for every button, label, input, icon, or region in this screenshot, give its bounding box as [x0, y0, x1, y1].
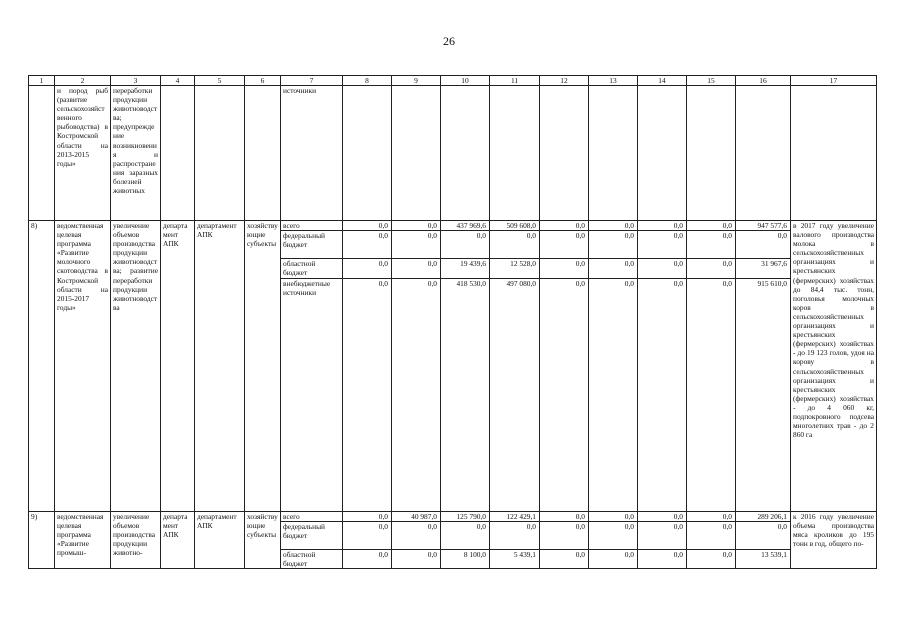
amount-cell: 0,0 [687, 512, 736, 522]
amount-cell: 19 439,6 [441, 259, 490, 279]
amount-cell: 0,0 [687, 522, 736, 550]
coexecutor-cell: департамент АПК [195, 512, 245, 569]
table-row [29, 221, 877, 231]
amount-cell: 0,0 [589, 550, 638, 569]
funding-table [28, 75, 877, 569]
table-cell [791, 86, 877, 221]
amount-cell: 0,0 [638, 259, 687, 279]
amount-cell: 0,0 [392, 231, 441, 259]
amount-cell: 0,0 [589, 512, 638, 522]
amount-cell: 0,0 [540, 279, 589, 512]
amount-cell: 0,0 [687, 231, 736, 259]
column-number-header: 5 [195, 76, 245, 86]
column-number-header: 7 [281, 76, 343, 86]
table-cell [638, 86, 687, 221]
participants-cell: хозяйствующие субъекты [245, 512, 281, 569]
amount-cell: 0,0 [490, 231, 540, 259]
amount-cell: 0,0 [589, 231, 638, 259]
amount-cell: 0,0 [540, 550, 589, 569]
amount-cell: 0,0 [736, 231, 791, 259]
amount-cell: 418 530,0 [441, 279, 490, 512]
amount-cell: 0,0 [638, 512, 687, 522]
funding-source-cell: внебюджетные источники [281, 279, 343, 512]
amount-cell: 0,0 [687, 279, 736, 512]
amount-cell: 509 608,0 [490, 221, 540, 231]
program-name-cell: и пород рыб (развитие сельскохозяйственного рыбоводства) в Костромской области на 2013-2015 годы» [55, 86, 111, 221]
amount-cell: 497 080,0 [490, 279, 540, 512]
table-cell [392, 86, 441, 221]
amount-cell: 0,0 [392, 221, 441, 231]
funding-source-cell: источники [281, 86, 343, 221]
column-number-header: 11 [490, 76, 540, 86]
amount-cell: 0,0 [343, 512, 392, 522]
column-number-header: 8 [343, 76, 392, 86]
amount-cell: 0,0 [343, 221, 392, 231]
amount-cell: 0,0 [687, 221, 736, 231]
amount-cell: 0,0 [441, 231, 490, 259]
amount-cell: 0,0 [392, 550, 441, 569]
column-number-header: 10 [441, 76, 490, 86]
expected-result-cell: к 2016 году увеличение объема производства мяса кроликов до 195 тонн в год, общего по- [791, 512, 877, 569]
amount-cell: 8 100,0 [441, 550, 490, 569]
column-number-header: 13 [589, 76, 638, 86]
page-number: 26 [443, 34, 455, 48]
amount-cell: 0,0 [490, 522, 540, 550]
coexecutor-cell: департамент АПК [195, 221, 245, 512]
amount-cell: 0,0 [441, 522, 490, 550]
funding-source-cell: областной бюджет [281, 550, 343, 569]
amount-cell: 0,0 [392, 259, 441, 279]
amount-cell: 5 439,1 [490, 550, 540, 569]
amount-cell: 0,0 [540, 231, 589, 259]
amount-cell: 0,0 [589, 279, 638, 512]
amount-cell: 0,0 [392, 522, 441, 550]
amount-cell: 0,0 [687, 259, 736, 279]
table-row [29, 86, 877, 221]
column-number-header: 1 [29, 76, 55, 86]
amount-cell: 0,0 [343, 279, 392, 512]
amount-cell: 31 967,6 [736, 259, 791, 279]
table-cell [195, 86, 245, 221]
amount-cell: 0,0 [638, 221, 687, 231]
amount-cell: 947 577,6 [736, 221, 791, 231]
amount-cell: 0,0 [540, 259, 589, 279]
column-number-header: 4 [161, 76, 195, 86]
table-cell [161, 86, 195, 221]
funding-source-cell: федеральный бюджет [281, 231, 343, 259]
amount-cell: 0,0 [343, 550, 392, 569]
amount-cell: 0,0 [540, 221, 589, 231]
amount-cell: 125 790,0 [441, 512, 490, 522]
amount-cell: 0,0 [638, 231, 687, 259]
table-cell [343, 86, 392, 221]
amount-cell: 12 528,0 [490, 259, 540, 279]
amount-cell: 915 610,0 [736, 279, 791, 512]
amount-cell: 0,0 [540, 522, 589, 550]
column-number-header: 9 [392, 76, 441, 86]
goal-cell: увеличение объемов производства продукции животноводства; развитие переработки продукции животноводства [111, 221, 161, 512]
funding-source-cell: всего [281, 512, 343, 522]
table-cell [589, 86, 638, 221]
amount-cell: 122 429,1 [490, 512, 540, 522]
program-name-cell: ведомственная целевая программа «Развитие молочного скотоводства в Костромской области на 2015-2017 годы» [55, 221, 111, 512]
amount-cell: 0,0 [589, 259, 638, 279]
header-row [29, 76, 877, 86]
table-cell [540, 86, 589, 221]
amount-cell: 0,0 [638, 550, 687, 569]
column-number-header: 2 [55, 76, 111, 86]
amount-cell: 437 969,6 [441, 221, 490, 231]
funding-source-cell: областной бюджет [281, 259, 343, 279]
amount-cell: 0,0 [343, 259, 392, 279]
table-cell [441, 86, 490, 221]
amount-cell: 0,0 [589, 221, 638, 231]
table-cell [490, 86, 540, 221]
column-number-header: 12 [540, 76, 589, 86]
amount-cell: 0,0 [638, 279, 687, 512]
amount-cell: 289 206,1 [736, 512, 791, 522]
expected-result-cell: в 2017 году увеличение валового производства молока в сельскохозяйственных организациях и крестьянских (фермерских) хозяйствах до 84,4 тыс. тонн, поголовья молочных коров в сельскохозяйственных организациях и крестьянских (фермерских) хозяйствах - до 19 123 голов, удоя на корову в сельскохозяйственных организациях и крестьянских (фермерских) хозяйствах - до 4 060 кг, подпокровного подсева многолетних трав - до 2 860 га [791, 221, 877, 512]
column-number-header: 16 [736, 76, 791, 86]
participants-cell: хозяйствующие субъекты [245, 221, 281, 512]
amount-cell: 0,0 [687, 550, 736, 569]
row-number-cell: 9) [29, 512, 55, 569]
program-name-cell: ведомственная целевая программа «Развитие промыш- [55, 512, 111, 569]
amount-cell: 0,0 [540, 512, 589, 522]
amount-cell: 0,0 [736, 522, 791, 550]
column-number-header: 3 [111, 76, 161, 86]
funding-source-cell: федеральный бюджет [281, 522, 343, 550]
amount-cell: 40 987,0 [392, 512, 441, 522]
executor-cell: департамент АПК [161, 221, 195, 512]
goal-cell: переработки продукции животноводства; предупреждение возникновения и распространения заразных болезней животных [111, 86, 161, 221]
amount-cell: 0,0 [638, 522, 687, 550]
table-cell [736, 86, 791, 221]
column-number-header: 6 [245, 76, 281, 86]
amount-cell: 0,0 [343, 522, 392, 550]
table-cell [29, 86, 55, 221]
table-cell [245, 86, 281, 221]
funding-source-cell: всего [281, 221, 343, 231]
row-number-cell: 8) [29, 221, 55, 512]
column-number-header: 17 [791, 76, 877, 86]
amount-cell: 0,0 [392, 279, 441, 512]
table-cell [687, 86, 736, 221]
table-row [29, 512, 877, 522]
amount-cell: 0,0 [343, 231, 392, 259]
amount-cell: 13 539,1 [736, 550, 791, 569]
amount-cell: 0,0 [589, 522, 638, 550]
column-number-header: 14 [638, 76, 687, 86]
goal-cell: увеличение объемов производства продукции животно- [111, 512, 161, 569]
executor-cell: департамент АПК [161, 512, 195, 569]
column-number-header: 15 [687, 76, 736, 86]
